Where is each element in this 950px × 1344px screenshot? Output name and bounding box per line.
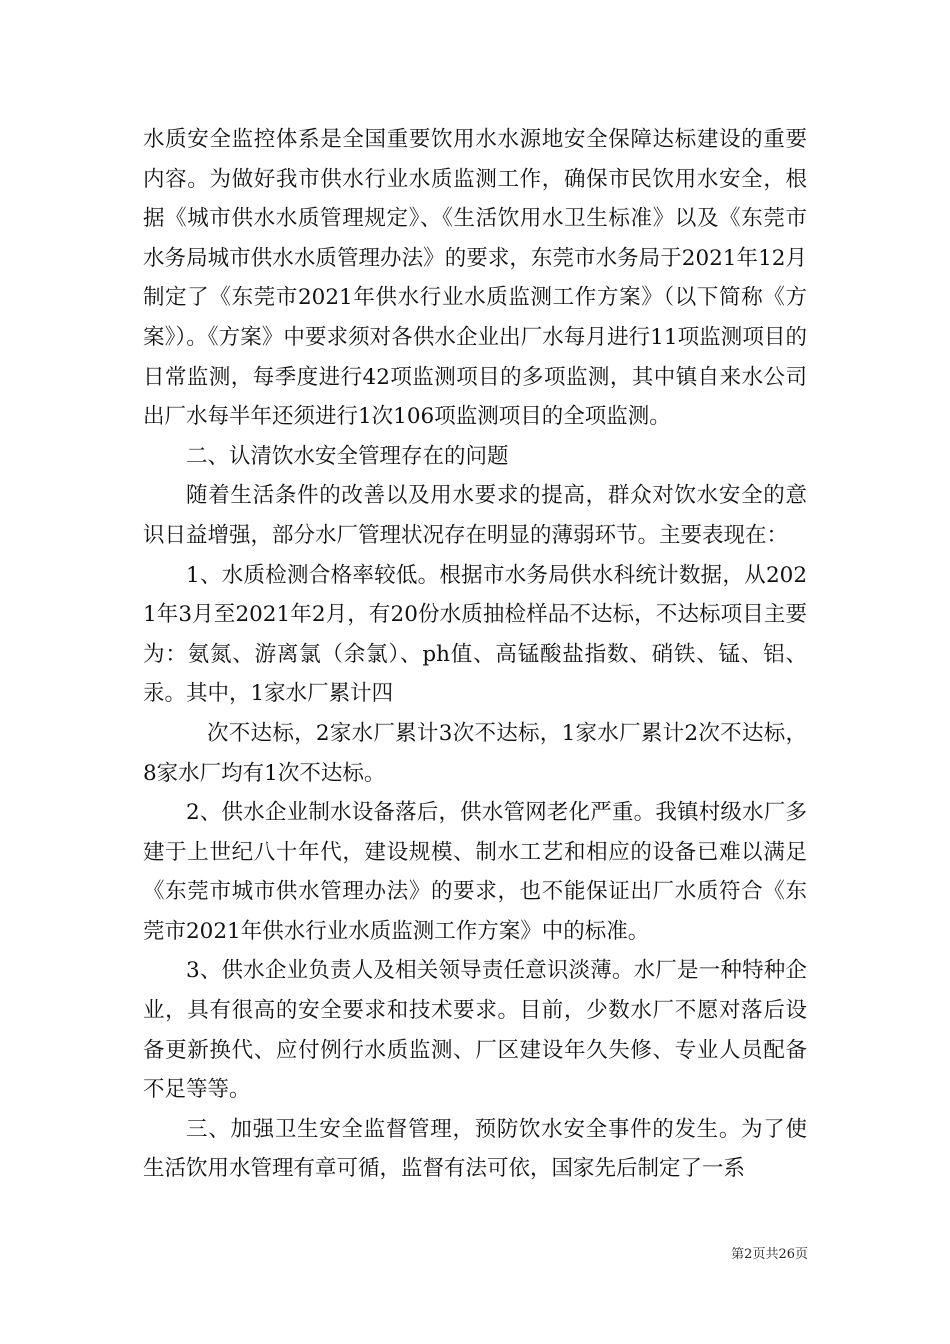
paragraph-intro-continued: 水质安全监控体系是全国重要饮用水水源地安全保障达标建设的重要内容。为做好我市供水行业水质监测工作，确保市民饮用水安全，根据《城市供水水质管理规定》、《生活饮用水卫生标准》以及《东莞市水务局城市供水水质管理办法》的要求，东莞市水务局于2021年12月制定了《东莞市2021年供水行业水质监测工作方案》（以下简称《方案》）。《方案》中要求须对各供水企业出厂水每月进行11项监测项目的日常监测，每季度进行42项监测项目的多项监测，其中镇自来水公司出厂水每半年还须进行1次106项监测项目的全项监测。 — [143, 127, 807, 430]
paragraph-problem-two: 2、供水企业制水设备落后，供水管网老化严重。我镇村级水厂多建于上世纪八十年代，建设规模、制水工艺和相应的设备已难以满足《东莞市城市供水管理办法》的要求，也不能保证出厂水质符合《东莞市2021年供水行业水质监测工作方案》中的标准。 — [143, 800, 807, 944]
page-number-footer: 第2页共26页 — [731, 1247, 808, 1262]
paragraph-problem-one-continued: 次不达标，2家水厂累计3次不达标，1家水厂累计2次不达标，8家水厂均有1次不达标。 — [143, 720, 807, 786]
paragraph-problem-one: 1、水质检测合格率较低。根据市水务局供水科统计数据，从2021年3月至2021年2月，有20份水质抽检样品不达标，不达标项目主要为：氨氮、游离氯（余氯）、ph值、高锰酸盐指数、硝铁、锰、铝、汞。其中，1家水厂累计四 — [143, 562, 807, 707]
paragraph-problem-three: 3、供水企业负责人及相关领导责任意识淡薄。水厂是一种特种企业，具有很高的安全要求和技术要求。目前，少数水厂不愿对落后设备更新换代、应付例行水质监测、厂区建设年久失修、专业人员配备不足等等。 — [143, 958, 807, 1103]
section-two-heading: 二、认清饮水安全管理存在的问题 — [186, 443, 509, 469]
document-body — [143, 120, 807, 1189]
paragraph-section-two-intro: 随着生活条件的改善以及用水要求的提高，群众对饮水安全的意识日益增强，部分水厂管理状况存在明显的薄弱环节。主要表现在： — [143, 483, 807, 548]
paragraph-section-three: 三、加强卫生安全监督管理，预防饮水安全事件的发生。为了使生活饮用水管理有章可循，监督有法可依，国家先后制定了一系 — [143, 1116, 807, 1182]
